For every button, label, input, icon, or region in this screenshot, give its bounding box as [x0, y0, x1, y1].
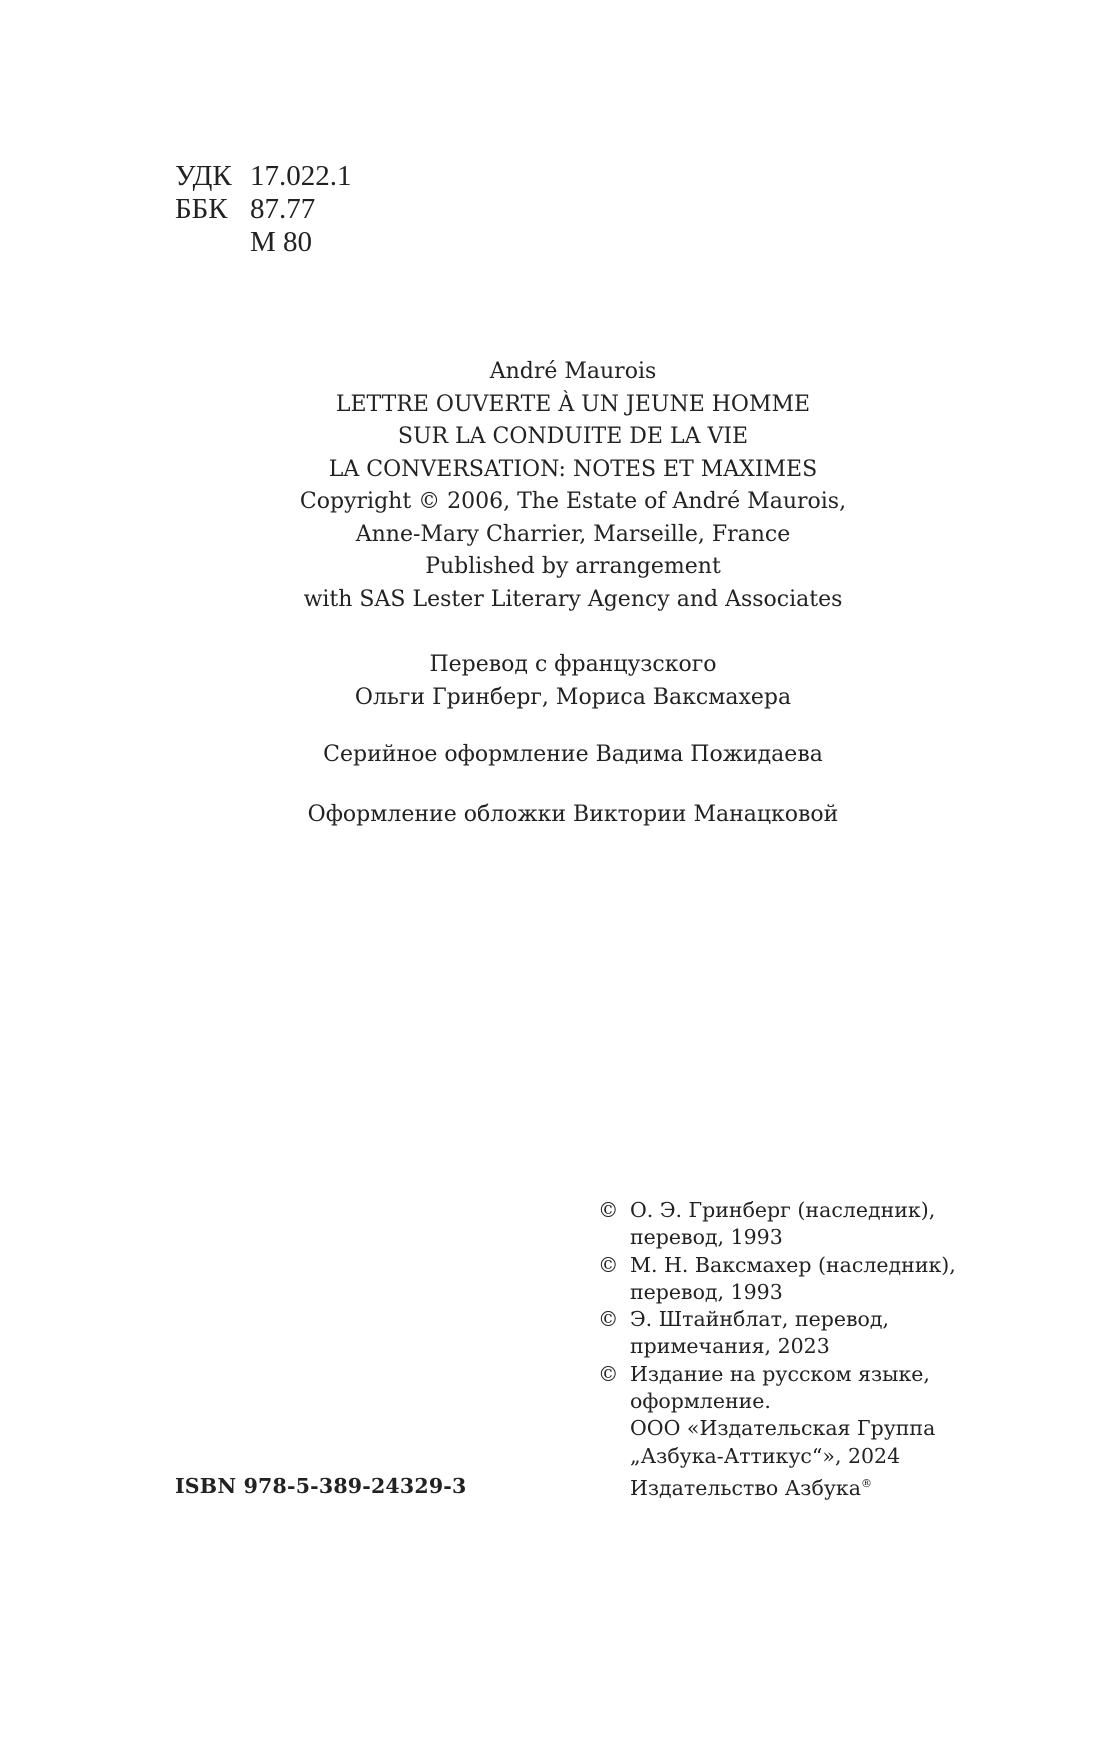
original-rights-block: [223, 356, 923, 616]
copyright-notice: [598, 1252, 956, 1307]
bbk-row: [175, 193, 352, 226]
copyright-notice: [598, 1361, 956, 1502]
copyright-line-1: Copyright © 2006, The Estate of André Maurois,: [299, 489, 847, 514]
copyright-notice-line: М. Н. Ваксмахер (наследник),: [630, 1252, 956, 1277]
arrangement-line-1: Published by arrangement: [425, 554, 721, 579]
copyright-notice-line: „Азбука-Аттикус“», 2024: [630, 1443, 901, 1468]
translation-line-2: Ольги Гринберг, Мориса Ваксмахера: [354, 684, 792, 710]
publisher-line: [630, 1470, 935, 1502]
bbk-label: ББК: [175, 193, 228, 225]
cover-design-text: Оформление обложки Виктории Манацковой: [307, 802, 839, 827]
copyright-notice-line: оформление.: [630, 1389, 771, 1414]
udk-label: УДК: [175, 160, 232, 192]
copyright-line-2: Anne-Mary Charrier, Marseille, France: [355, 521, 791, 547]
author-mark: М 80: [250, 226, 313, 258]
copyright-notice-line: Э. Штайнблат, перевод,: [630, 1307, 890, 1332]
copyright-notice: [598, 1197, 956, 1252]
author-mark-row: [175, 226, 352, 259]
copyright-symbol: ©: [598, 1252, 619, 1277]
copyright-notice-line: примечания, 2023: [630, 1334, 830, 1359]
copyright-notice-line: Издание на русском языке,: [630, 1361, 930, 1386]
udk-value: 17.022.1: [250, 160, 352, 192]
translation-line-1: Перевод с французского: [429, 652, 717, 677]
author-name: André Maurois: [489, 359, 657, 384]
copyright-notices: [598, 1197, 956, 1502]
publisher-name: Издательство Азбука: [630, 1475, 861, 1500]
original-title-line-2: SUR LA CONDUITE DE LA VIE: [397, 424, 749, 449]
original-title-line-1: LETTRE OUVERTE À UN JEUNE HOMME: [335, 391, 811, 417]
series-design-text: Серийное оформление Вадима Пожидаева: [323, 742, 823, 767]
copyright-notice-line: перевод, 1993: [630, 1225, 783, 1250]
original-title-line-3: LA CONVERSATION: NOTES ET MAXIMES: [328, 456, 818, 482]
arrangement-line-2: with SAS Lester Literary Agency and Associates: [303, 586, 843, 612]
cover-design-credit: [223, 799, 923, 832]
isbn: ISBN 978-5-389-24329-3: [175, 1474, 467, 1498]
copyright-notice: [598, 1306, 956, 1361]
bbk-value: 87.77: [250, 193, 316, 225]
copyright-notice-line: О. Э. Гринберг (наследник),: [630, 1198, 936, 1222]
copyright-symbol: ©: [598, 1361, 619, 1386]
copyright-symbol: ©: [598, 1307, 619, 1332]
translation-credits: [223, 649, 923, 714]
series-design-credit: [223, 739, 923, 772]
registered-mark: ®: [860, 1476, 872, 1490]
udk-row: [175, 160, 352, 193]
copyright-symbol: ©: [598, 1198, 619, 1222]
copyright-notice-line: ООО «Издательская Группа: [630, 1416, 936, 1441]
copyright-notice-line: перевод, 1993: [630, 1279, 783, 1304]
classification-block: [175, 160, 352, 259]
